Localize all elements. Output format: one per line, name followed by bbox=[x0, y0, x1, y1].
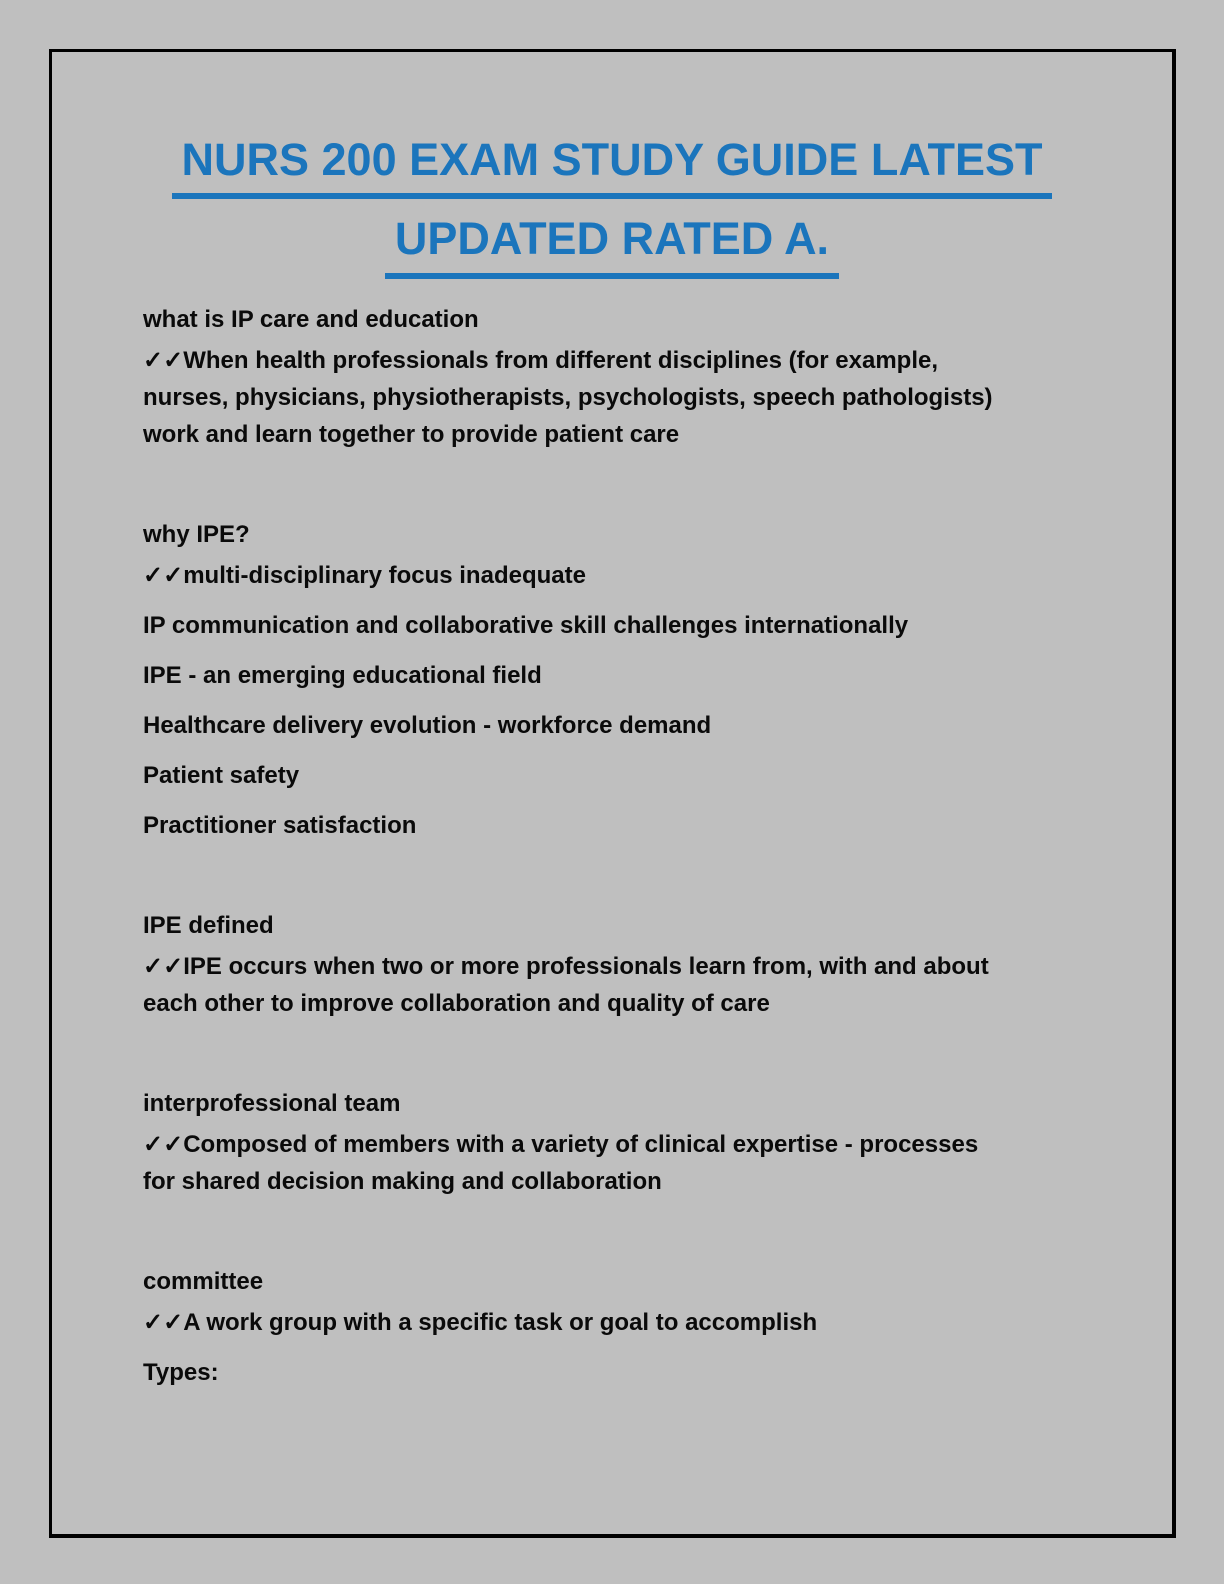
qa-extra-line: Healthcare delivery evolution - workforce demand bbox=[143, 711, 712, 739]
title-line-2: UPDATED RATED A. bbox=[385, 215, 839, 278]
document-title bbox=[52, 136, 1172, 279]
qa-answer: ✓✓A work group with a specific task or goal to accomplish bbox=[143, 1308, 818, 1336]
qa-answer: ✓✓IPE occurs when two or more professionals learn from, with and about each other to improve collaboration and quality of care bbox=[143, 952, 989, 1017]
title-row-1 bbox=[52, 136, 1172, 199]
qa-section bbox=[143, 301, 1005, 453]
qa-extra-line: IP communication and collaborative skill challenges internationally bbox=[143, 611, 909, 639]
qa-section bbox=[143, 1085, 1005, 1200]
qa-term: interprofessional team bbox=[143, 1089, 401, 1117]
qa-answer: ✓✓multi-disciplinary focus inadequate bbox=[143, 561, 586, 589]
qa-sections bbox=[143, 301, 1005, 1391]
qa-extra-line: IPE - an emerging educational field bbox=[143, 661, 542, 689]
qa-term: what is IP care and education bbox=[143, 305, 479, 333]
qa-answer: ✓✓When health professionals from different disciplines (for example, nurses, physicians, physiotherapists, psychologists, speech pathologists) work and learn together to provide patient care bbox=[143, 346, 993, 448]
qa-section bbox=[143, 1263, 1005, 1391]
title-line-1: NURS 200 EXAM STUDY GUIDE LATEST bbox=[172, 136, 1053, 199]
title-row-2 bbox=[52, 215, 1172, 278]
qa-extra-line: Types: bbox=[143, 1358, 219, 1386]
qa-term: why IPE? bbox=[143, 520, 250, 548]
qa-extra-line: Practitioner satisfaction bbox=[143, 811, 417, 839]
qa-extra-line: Patient safety bbox=[143, 761, 300, 789]
qa-term: committee bbox=[143, 1267, 264, 1295]
qa-section bbox=[143, 907, 1005, 1022]
qa-section bbox=[143, 516, 1005, 844]
qa-term: IPE defined bbox=[143, 911, 274, 939]
page-border-frame bbox=[49, 49, 1176, 1538]
qa-answer: ✓✓Composed of members with a variety of clinical expertise - processes for shared decision making and collaboration bbox=[143, 1130, 979, 1195]
